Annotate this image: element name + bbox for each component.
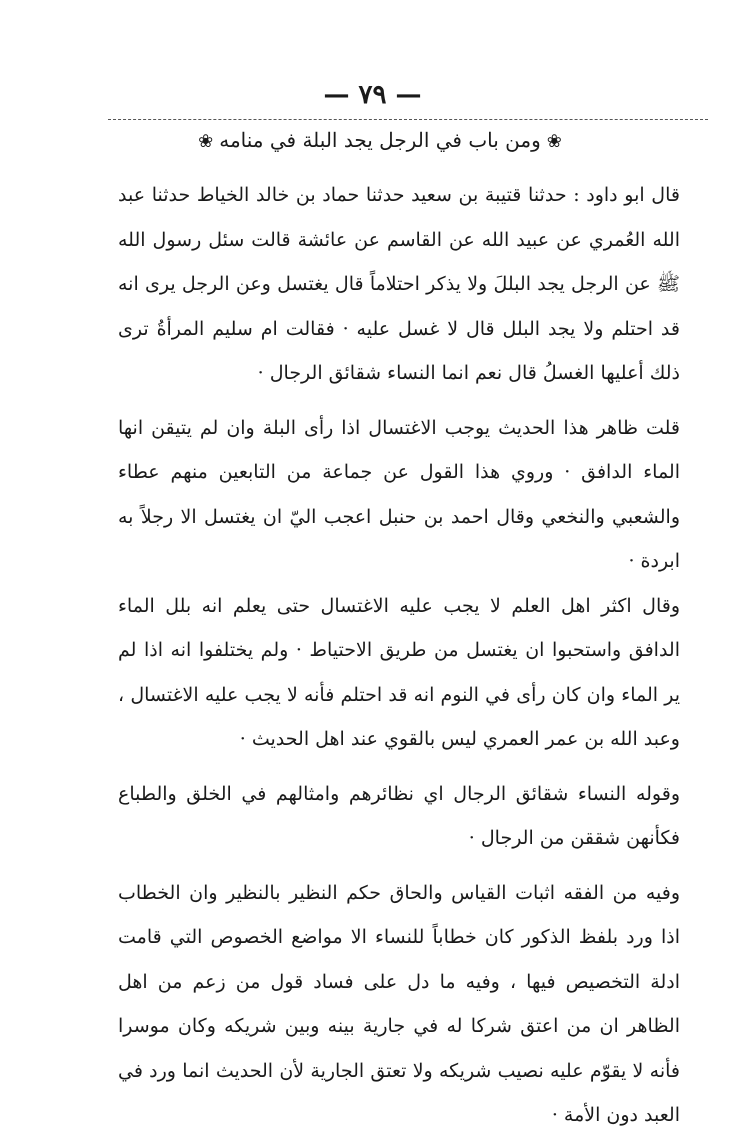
header-divider bbox=[108, 119, 708, 120]
paragraph-hadith: قال ابو داود : حدثنا قتيبة بن سعيد حدثنا حماد بن خالد الخياط حدثنا عبد الله العُمري عن عبيد الله عن القاسم عن عائشة قالت سئل رسول الله ﷺ عن الرجل يجد البللَ ولا يذكر احتلاماً قال يغتسل وعن الرجل يرى انه قد احتلم ولا يجد البلل قال لا غسل عليه · فقالت ام سليم المرأةُ ترى ذلك أعليها الغسلُ قال نعم انما النساء شقائق الرجال · bbox=[118, 184, 680, 384]
paragraph-commentary: قلت ظاهر هذا الحديث يوجب الاغتسال اذا رأى البلة وان لم يتيقن انها الماء الدافق · وروي هذا القول عن جماعة من التابعين منهم عطاء والشعبي والنخعي وقال احمد بن حنبل اعجب اليّ ان يغتسل الا رجلاً به ابردة · bbox=[118, 416, 680, 572]
paragraph-women-sisters: وقوله النساء شقائق الرجال اي نظائرهم وامثالهم في الخلق والطباع فكأنهن شققن من الرجال · bbox=[118, 782, 680, 849]
paragraph-fiqh: وفيه من الفقه اثبات القياس والحاق حكم النظير بالنظير وان الخطاب اذا ورد بلفظ الذكور كان خطاباً للنساء الا مواضع الخصوص التي قامت ادلة التخصيص فيها ، وفيه ما دل على فساد قول من زعم من اهل الظاهر ان من اعتق شركا له في جارية بينه وبين شريكه وكان موسرا فأنه لا يقوّم عليه نصيب شريكه ولا تعتق الجارية لأن الحديث انما ورد في العبد دون الأمة · bbox=[118, 881, 680, 1126]
page-number: — ٧٩ — bbox=[323, 80, 422, 110]
ornament-left-icon: ❀ bbox=[198, 131, 214, 152]
body-text bbox=[118, 173, 680, 1138]
paragraph-majority-opinion: وقال اكثر اهل العلم لا يجب عليه الاغتسال حتى يعلم انه بلل الماء الدافق واستحبوا ان يغتسل من طريق الاحتياط · ولم يختلفوا انه اذا لم ير الماء وان كان رأى في النوم انه قد احتلم فأنه لا يجب عليه الاغتسال ، وعبد الله بن عمر العمري ليس بالقوي عند اهل الحديث · bbox=[118, 594, 680, 750]
ornament-right-icon: ❀ bbox=[546, 131, 562, 152]
paragraph-gap bbox=[118, 396, 680, 406]
paragraph-gap bbox=[118, 861, 680, 871]
paragraph-gap bbox=[118, 762, 680, 772]
chapter-title-text: ومن باب في الرجل يجد البلة في منامه bbox=[219, 128, 541, 152]
chapter-title bbox=[100, 128, 660, 152]
